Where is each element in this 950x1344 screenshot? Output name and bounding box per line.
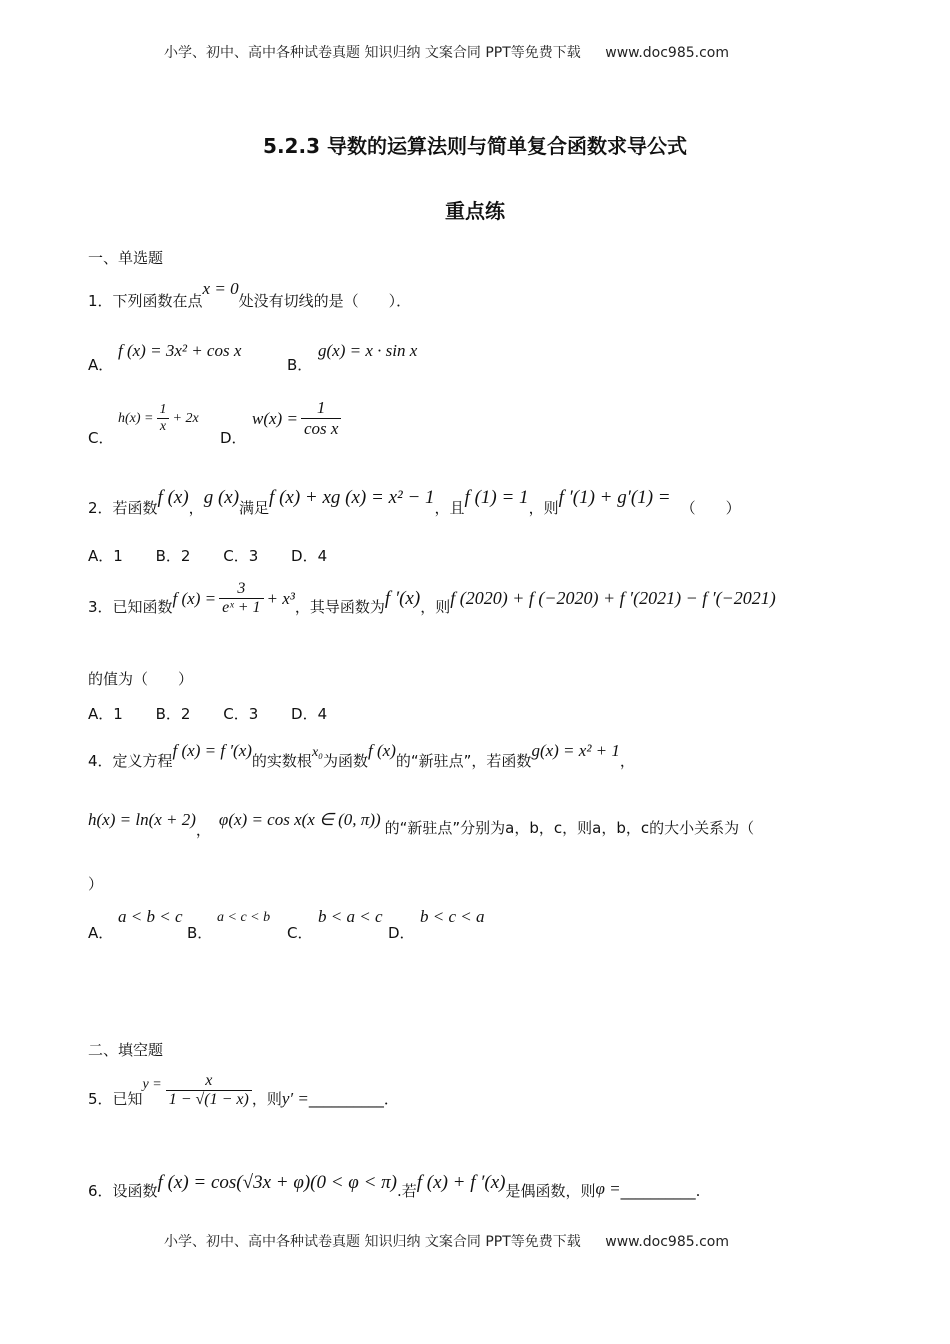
q3-den: eˣ + 1 <box>219 598 263 617</box>
q3-num: 3 <box>237 580 246 597</box>
q4-fx: f (x) <box>368 741 396 760</box>
q1-d-fraction <box>301 398 341 439</box>
q6-prefix: 6．设函数 <box>88 1182 158 1200</box>
q3-line2: 的值为（ ） <box>88 670 194 688</box>
q4-mid1: 的实数根 <box>251 752 312 770</box>
question-6 <box>88 1172 701 1200</box>
q6-expr: f (x) = cos(√3x + φ)(0 < φ < π) <box>157 1172 397 1193</box>
q1-option-a-expr: f (x) = 3x² + cos x <box>118 341 242 360</box>
q4-option-a-expr: a < b < c <box>118 907 183 926</box>
q5-num: x <box>205 1072 213 1089</box>
q4-option-d-expr: b < c < a <box>420 907 485 926</box>
q3-option-d: D．4 <box>291 705 328 723</box>
q4-phi: φ(x) = cos x(x ∈ (0, π)) <box>218 810 381 829</box>
q4-close: ） <box>88 875 104 893</box>
q2-g: g (x) <box>203 487 240 508</box>
q1-c-num: 1 <box>159 402 167 417</box>
q1-option-d-expr <box>252 398 341 439</box>
q6-mid: .若 <box>397 1182 417 1200</box>
q4-option-b-expr: a < c < b <box>217 910 271 925</box>
q3-option-b: B．2 <box>155 705 191 723</box>
q4-h: h(x) = ln(x + 2) <box>88 810 196 829</box>
q1-condition: x = 0 <box>202 279 239 298</box>
document-title: 5.2.3 导数的运算法则与简单复合函数求导公式 <box>263 134 687 158</box>
q1-option-a-label: A． <box>88 356 114 374</box>
q1-c-rest: + 2x <box>172 410 199 426</box>
q4-option-c-label: C． <box>287 924 313 942</box>
q2-option-c: C．3 <box>223 547 259 565</box>
header-banner <box>164 42 729 62</box>
header-text: 小学、初中、高中各种试卷真题 知识归纳 文案合同 PPT等免费下载 <box>164 45 581 61</box>
q4-comma2: ， <box>195 821 211 839</box>
q4-option-a-label: A． <box>88 924 114 942</box>
q2-eq3: f ′(1) + g′(1) = <box>558 487 671 508</box>
footer-url[interactable]: www.doc985.com <box>605 1234 729 1250</box>
q1-option-c-expr <box>118 402 199 435</box>
q1-option-b-expr: g(x) = x · sin x <box>318 341 418 360</box>
q2-prefix: 2．若函数 <box>88 499 158 517</box>
q5-fraction <box>166 1072 252 1109</box>
question-4-line1 <box>88 740 635 770</box>
q3-then: ，则 <box>420 598 451 616</box>
q1-option-c-label: C． <box>88 429 114 447</box>
q4-comma: ， <box>619 752 635 770</box>
q4-eq: f (x) = f ′(x) <box>172 741 252 760</box>
q4-prefix: 4．定义方程 <box>88 752 173 770</box>
q4-x0: x₀ <box>311 745 324 760</box>
header-url[interactable]: www.doc985.com <box>605 45 729 61</box>
q6-tail: 是偶函数，则 <box>505 1182 596 1200</box>
q6-blank: __________. <box>620 1182 701 1200</box>
q4-option-d-label: D． <box>388 924 415 942</box>
q5-lhs: y = <box>142 1076 162 1092</box>
q1-d-den: cos x <box>301 418 341 439</box>
q5-prefix: 5．已知 <box>88 1090 143 1108</box>
q2-paren: （ ） <box>680 499 741 517</box>
question-2 <box>88 487 741 517</box>
q2-option-b: B．2 <box>155 547 191 565</box>
q3-rest: + x³ <box>266 588 295 608</box>
q6-expr2: f (x) + f ′(x) <box>416 1172 506 1193</box>
question-4-line2 <box>88 809 755 839</box>
q1-c-lhs: h(x) = <box>118 410 154 426</box>
q2-options <box>88 545 327 566</box>
q1-d-lhs: w(x) = <box>252 408 298 428</box>
footer-banner <box>164 1231 729 1251</box>
q4-g: g(x) = x² + 1 <box>531 741 620 760</box>
q3-prefix: 3．已知函数 <box>88 598 173 616</box>
q5-den: 1 − √(1 − x) <box>166 1090 252 1109</box>
q5-blank: __________． <box>308 1090 399 1108</box>
q3-option-c: C．3 <box>223 705 259 723</box>
q1-prefix: 1．下列函数在点 <box>88 292 203 310</box>
q3-option-a: A．1 <box>88 705 123 723</box>
q4-option-c-expr: b < a < c <box>318 907 383 926</box>
q2-option-d: D．4 <box>291 547 328 565</box>
footer-text: 小学、初中、高中各种试卷真题 知识归纳 文案合同 PPT等免费下载 <box>164 1234 581 1250</box>
q2-eq2: f (1) = 1 <box>464 487 529 508</box>
q1-c-fraction <box>157 402 170 435</box>
q4-tail: 的“新驻点”分别为a，b，c，则a，b，c的大小关系为（ <box>384 819 755 837</box>
q4-mid2: 为函数 <box>323 752 369 770</box>
q2-eq1: f (x) + xg (x) = x² − 1 <box>269 487 435 508</box>
q3-expr: f (2020) + f (−2020) + f ′(2021) − f ′(−2021) <box>450 588 776 608</box>
q1-d-num: 1 <box>316 398 326 417</box>
q3-deriv: f ′(x) <box>384 587 421 609</box>
question-5 <box>88 1072 399 1109</box>
question-3 <box>88 580 776 617</box>
section-heading-fill-blank: 二、填空题 <box>88 1041 164 1059</box>
question-1 <box>88 279 412 311</box>
q1-suffix: 处没有切线的是（ ）． <box>238 292 412 310</box>
q2-and: ，且 <box>434 499 465 517</box>
q5-then: ，则 <box>251 1090 282 1108</box>
document-subtitle: 重点练 <box>445 199 505 223</box>
q3-lhs: f (x) = <box>172 588 217 608</box>
q3-mid: ，其导函数为 <box>294 598 385 616</box>
q2-f: f (x) <box>157 487 189 508</box>
q2-comma: ， <box>188 499 204 517</box>
q4-mid3: 的“新驻点”，若函数 <box>395 752 532 770</box>
q1-option-b-label: B． <box>287 356 313 374</box>
q1-c-den: x <box>157 418 169 435</box>
q6-phi: φ = <box>595 1179 621 1198</box>
q2-then: ，则 <box>528 499 559 517</box>
q2-satisfy: 满足 <box>239 499 270 517</box>
section-heading-single-choice: 一、单选题 <box>88 249 164 267</box>
q4-option-b-label: B． <box>187 924 213 942</box>
q1-option-d-label: D． <box>220 429 247 447</box>
q2-option-a: A．1 <box>88 547 123 565</box>
q5-deriv: y′ = <box>281 1088 309 1108</box>
q3-fraction <box>219 580 263 617</box>
q3-options <box>88 703 327 724</box>
